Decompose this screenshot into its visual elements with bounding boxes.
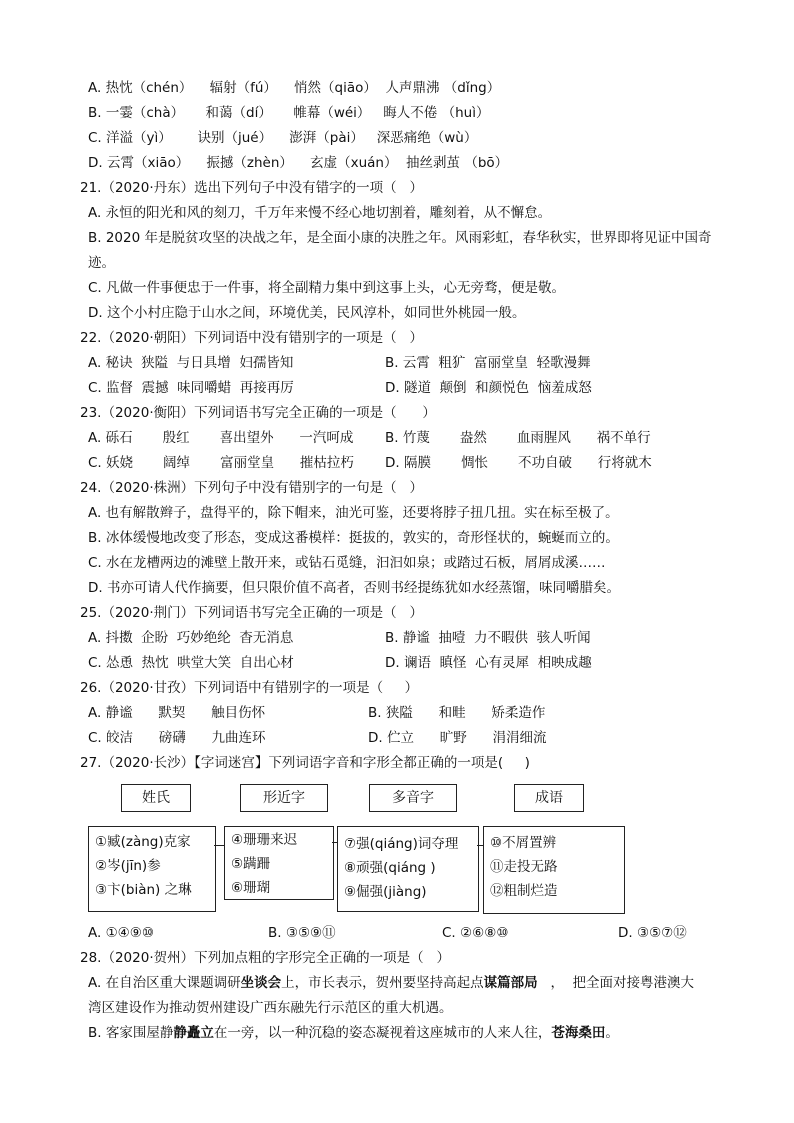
maze-item-11: ⑪走投无路 (490, 859, 558, 875)
maze-header-polyphone: 多音字 (369, 784, 457, 812)
maze-item-12: ⑫粗制烂造 (490, 883, 558, 899)
q23-option-d: D. 隔膜 惆怅 不功自破 行将就木 (385, 455, 652, 471)
q24-option-a: A. 也有解散辫子，盘得平的，除下帽来，油光可鉴，还要将脖子扭几扭。实在标至极了。 (88, 505, 619, 521)
q20-option-c: C. 洋溢（yì） 诀别（jué） 澎湃（pài） 深恶痛绝（wù） (88, 130, 478, 146)
q20-option-d: D. 云霄（xiāo） 振撼（zhèn） 玄虚（xuán） 抽丝剥茧 （bō） (88, 155, 509, 171)
q21-option-b-line2: 迹。 (88, 255, 115, 271)
maze-item-3: ③卞(biàn) 之琳 (95, 882, 192, 898)
q21-option-b-line1: B. 2020 年是脱贫攻坚的决战之年，是全面小康的决胜之年。风雨彩虹，春华秋实，世界即将见证中国奇 (88, 230, 712, 246)
q27-option-c: C. ②⑥⑧⑩ (442, 925, 509, 941)
maze-item-4: ④珊珊来迟 (231, 832, 298, 848)
maze-item-10: ⑩不屑置辨 (490, 835, 557, 851)
maze-item-1: ①臧(zàng)克家 (95, 834, 191, 850)
q24-option-c: C. 水在龙槽两边的滩壁上散开来，或钻石觅缝，汩汩如泉；或踏过石板，屑屑成溪…… (88, 555, 606, 571)
q27-stem: 27.（2020·长沙）【字词迷宫】下列词语字音和字形全都正确的一项是( ) (80, 755, 530, 771)
q28-option-a-line2: 湾区建设作为推动贺州建设广西东融先行示范区的重大机遇。 (88, 1000, 453, 1016)
q21-option-a: A. 永恒的阳光和风的刻刀，千万年来慢不经心地切割着，雕刻着，从不懈怠。 (88, 205, 552, 221)
q27-option-d: D. ③⑤⑦⑫ (618, 925, 687, 941)
q24-option-b: B. 冰体缓慢地改变了形态，变成这番模样：挺拔的，敦实的，奇形怪状的，蜿蜒而立的。 (88, 530, 619, 546)
q22-option-c: C. 监督 震撼 味同嚼蜡 再接再厉 (88, 380, 294, 396)
q22-stem: 22.（2020·朝阳）下列词语中没有错别字的一项是（ ） (80, 330, 423, 346)
maze-item-8: ⑧顽强(qiáng ) (344, 860, 436, 876)
q23-option-b: B. 竹蔑 盎然 血雨腥风 祸不单行 (385, 430, 651, 446)
q27-option-a: A. ①④⑨⑩ (88, 925, 154, 941)
bold-word: 谋篇部局 (483, 975, 538, 991)
q20-option-b: B. 一霎（chà） 和蔼（dí） 帷幕（wéi） 晦人不倦 （huì） (88, 105, 490, 121)
bold-word: 坐谈会 (240, 975, 282, 991)
maze-header-surname: 姓氏 (121, 784, 191, 812)
maze-item-9: ⑨倔强(jiàng) (344, 884, 427, 900)
q25-option-a: A. 抖擞 企盼 巧妙绝纶 杳无消息 (88, 630, 294, 646)
q28-option-a-line1: A. 在自治区重大课题调研坐谈会上，市长表示，贺州要坚持高起点谋篇部局 ， 把全面对接粤港澳大 (88, 975, 695, 991)
q26-option-a: A. 静谧 默契 触目伤怀 (88, 705, 266, 721)
q26-option-d: D. 伫立 旷野 涓涓细流 (368, 730, 547, 746)
q25-option-c: C. 怂恿 热忱 哄堂大笑 自出心材 (88, 655, 294, 671)
maze-item-2: ②岑(jīn)参 (95, 858, 161, 874)
q27-option-b: B. ③⑤⑨⑪ (268, 925, 336, 941)
q26-stem: 26.（2020·甘孜）下列词语中有错别字的一项是（ ） (80, 680, 419, 696)
q22-option-d: D. 隧道 颠倒 和颜悦色 恼羞成怒 (385, 380, 592, 396)
maze-box-polyphone (337, 826, 479, 912)
q25-option-d: D. 谰语 瞋怪 心有灵犀 相映成趣 (385, 655, 592, 671)
q25-option-b: B. 静谧 抽噎 力不暇供 骇人听闻 (385, 630, 591, 646)
maze-header-similar-chars: 形近字 (240, 784, 328, 812)
q22-option-a: A. 秘诀 狭隘 与日具增 妇孺皆知 (88, 355, 294, 371)
q24-stem: 24.（2020·株洲）下列句子中没有错别字的一句是（ ） (80, 480, 423, 496)
maze-connector (214, 845, 224, 846)
maze-item-5: ⑤蹒跚 (231, 856, 271, 872)
maze-header-idiom: 成语 (514, 784, 584, 812)
q21-option-c: C. 凡做一件事便忠于一件事，将全副精力集中到这事上头，心无旁骛，便是敬。 (88, 280, 566, 296)
bold-word: 静矗立 (173, 1025, 214, 1041)
q23-option-c: C. 妖娆 阔绰 富丽堂皇 摧枯拉朽 (88, 455, 354, 471)
maze-box-surname (88, 826, 216, 912)
q26-option-b: B. 狭隘 和畦 矫柔造作 (368, 705, 546, 721)
q28-stem: 28.（2020·贺州）下列加点粗的字形完全正确的一项是（ ） (80, 950, 450, 966)
maze-item-6: ⑥珊瑚 (231, 880, 271, 896)
q21-stem: 21.（2020·丹东）选出下列句子中没有错字的一项（ ） (80, 180, 423, 196)
q22-option-b: B. 云霄 粗犷 富丽堂皇 轻歌漫舞 (385, 355, 591, 371)
q20-option-a: A. 热忱（chén） 辐射（fú） 悄然（qiāo） 人声鼎沸 （dǐng） (88, 80, 501, 96)
bold-word: 苍海桑田 (551, 1025, 606, 1041)
maze-item-7: ⑦强(qiáng)词夺理 (344, 836, 459, 852)
q25-stem: 25.（2020·荆门）下列词语书写完全正确的一项是（ ） (80, 605, 423, 621)
maze-box-similar-chars (224, 826, 334, 900)
q23-stem: 23.（2020·衡阳）下列词语书写完全正确的一项是（ ） (80, 405, 436, 421)
q26-option-c: C. 皎洁 磅礴 九曲连环 (88, 730, 266, 746)
q24-option-d: D. 书亦可请人代作摘要，但只限价值不高者，否则书经提练犹如水经蒸馏，味同嚼腊矣。 (88, 580, 620, 596)
q23-option-a: A. 砾石 殷红 喜出望外 一汽呵成 (88, 430, 354, 446)
q28-option-b: B. 客家围屋静静矗立在一旁，以一种沉稳的姿态凝视着这座城市的人来人往，苍海桑田。 (88, 1025, 619, 1041)
maze-box-idiom (483, 826, 625, 914)
q21-option-d: D. 这个小村庄隐于山水之间，环境优美，民风淳朴，如同世外桃园一般。 (88, 305, 526, 321)
